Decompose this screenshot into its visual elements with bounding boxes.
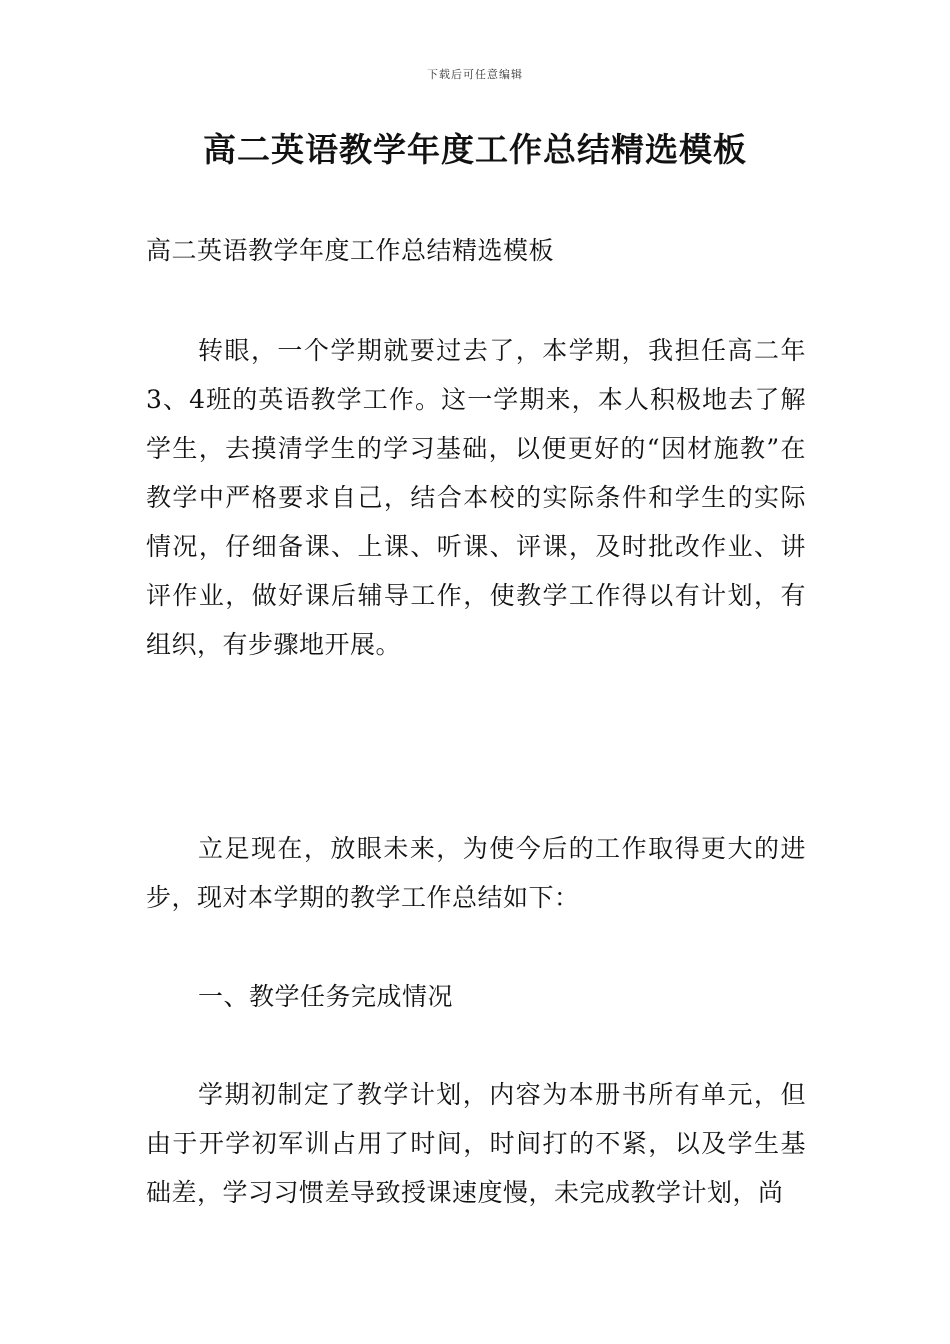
paragraph-intro: 转眼，一个学期就要过去了，本学期，我担任高二年3、4班的英语教学工作。这一学期来，本人积极地去了解学生，去摸清学生的学习基础，以便更好的“因材施教”在教学中严格要求自己，结合本校的实际条件和学生的实际情况，仔细备课、上课、听课、评课，及时批改作业、讲评作业，做好课后辅导工作，使教学工作得以有计划，有组织，有步骤地开展。 bbox=[146, 336, 806, 659]
document-subtitle: 高二英语教学年度工作总结精选模板 bbox=[146, 236, 555, 265]
section-heading: 一、教学任务完成情况 bbox=[198, 982, 454, 1011]
paragraph-task-completion: 学期初制定了教学计划，内容为本册书所有单元，但由于开学初军训占用了时间，时间打的不紧，以及学生基础差，学习习惯差导致授课速度慢，未完成教学计划，尚 bbox=[146, 1080, 806, 1207]
document-title: 高二英语教学年度工作总结精选模板 bbox=[203, 130, 747, 169]
paragraph-outlook: 立足现在，放眼未来，为使今后的工作取得更大的进步，现对本学期的教学工作总结如下： bbox=[146, 834, 806, 912]
header-note: 下载后可任意编辑 bbox=[427, 68, 523, 81]
